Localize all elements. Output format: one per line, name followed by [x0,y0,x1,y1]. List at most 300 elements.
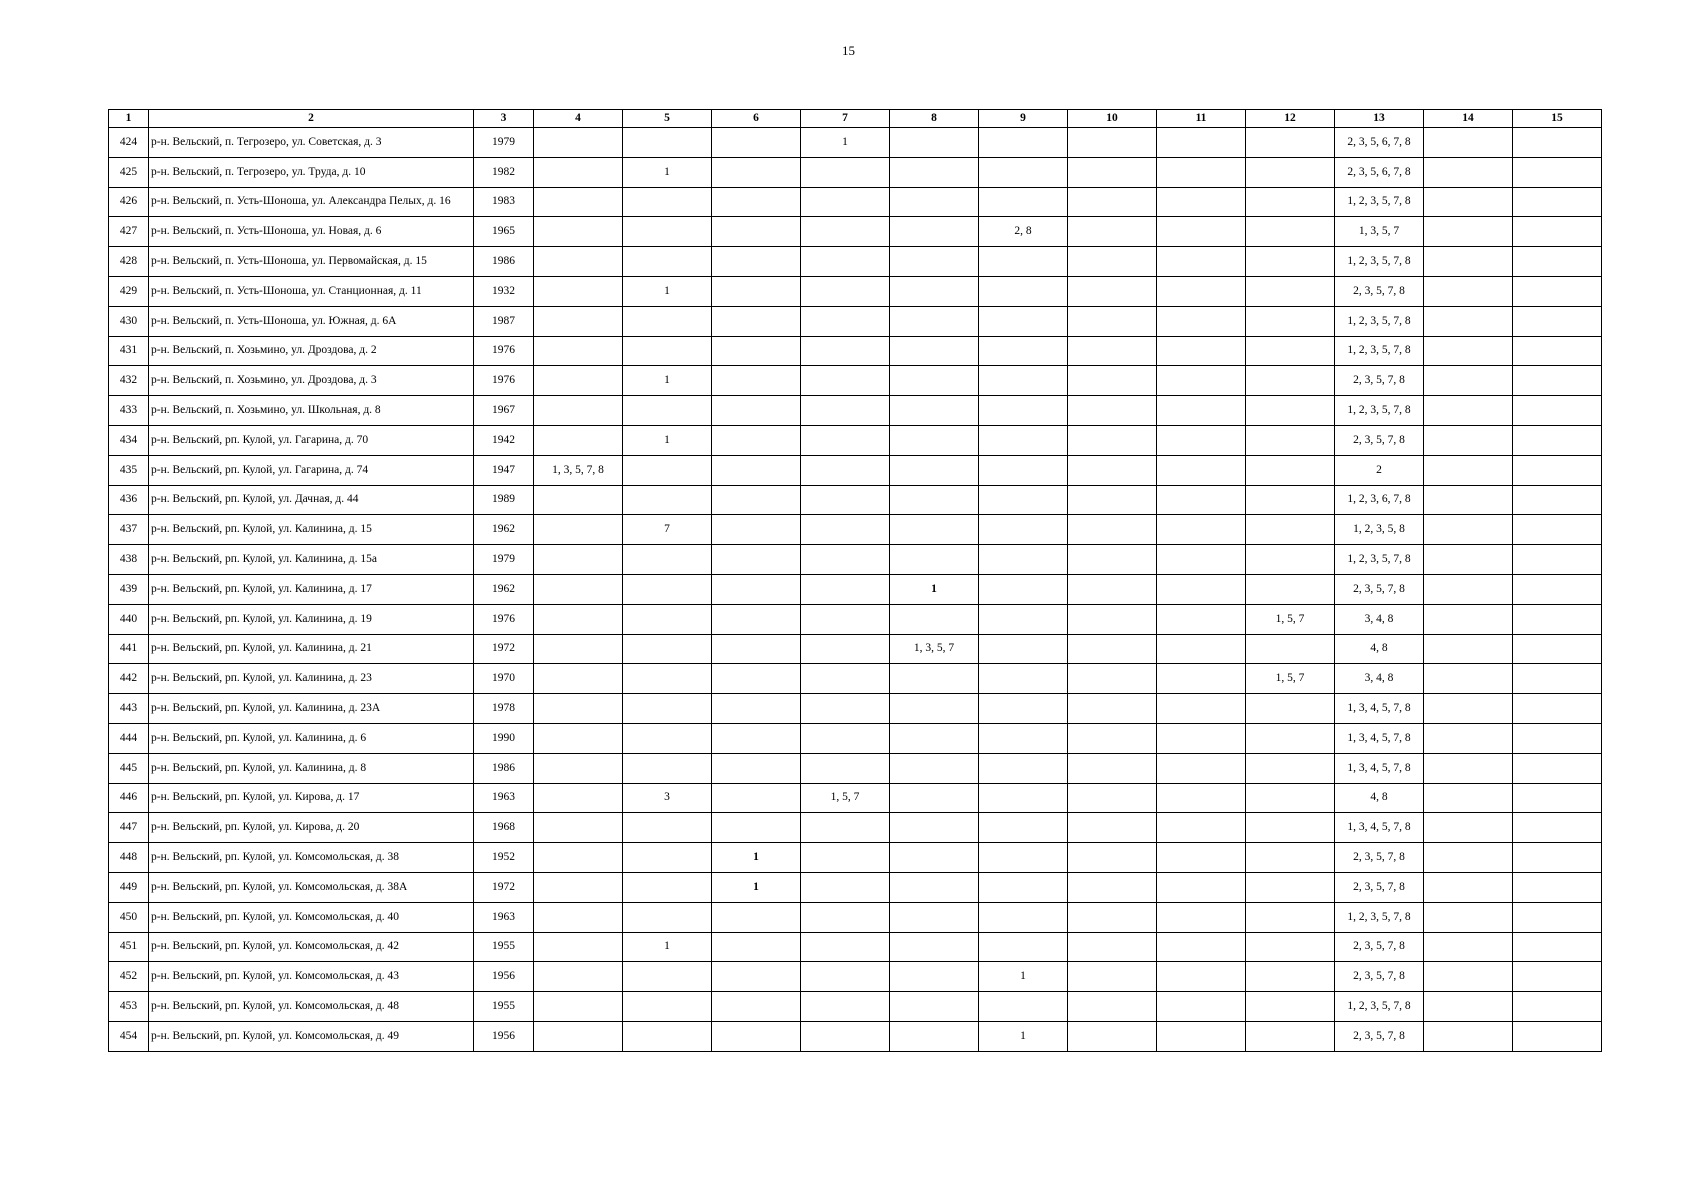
cell-c6 [712,336,801,366]
cell-c6 [712,753,801,783]
cell-c15 [1513,664,1602,694]
cell-n: 432 [109,366,149,396]
table-row [109,723,1602,753]
cell-c9 [979,276,1068,306]
cell-c6 [712,694,801,724]
cell-n: 428 [109,247,149,277]
cell-c13: 2, 3, 5, 7, 8 [1335,425,1424,455]
cell-c5 [623,128,712,158]
cell-c12 [1246,753,1335,783]
cell-year: 1983 [474,187,534,217]
cell-c5 [623,872,712,902]
cell-address: р-н. Вельский, рп. Кулой, ул. Калинина, д. 21 [149,634,474,664]
cell-c6 [712,128,801,158]
cell-c9 [979,396,1068,426]
cell-c6: 1 [712,843,801,873]
cell-c11 [1157,276,1246,306]
table-row [109,128,1602,158]
cell-c6 [712,366,801,396]
table-row [109,485,1602,515]
cell-c4 [534,783,623,813]
cell-c9 [979,574,1068,604]
cell-c14 [1424,932,1513,962]
cell-address: р-н. Вельский, рп. Кулой, ул. Калинина, д. 8 [149,753,474,783]
cell-c15 [1513,425,1602,455]
cell-c9 [979,634,1068,664]
cell-c6 [712,783,801,813]
cell-address: р-н. Вельский, п. Усть-Шоноша, ул. Александра Пелых, д. 16 [149,187,474,217]
cell-c10 [1068,187,1157,217]
cell-c11 [1157,366,1246,396]
cell-c14 [1424,753,1513,783]
cell-c14 [1424,574,1513,604]
cell-c14 [1424,306,1513,336]
cell-c5 [623,187,712,217]
cell-c8 [890,902,979,932]
cell-c15 [1513,694,1602,724]
cell-c5 [623,336,712,366]
cell-c15 [1513,962,1602,992]
cell-c7 [801,515,890,545]
cell-c8 [890,723,979,753]
cell-c15 [1513,366,1602,396]
cell-c6 [712,425,801,455]
cell-n: 452 [109,962,149,992]
cell-c4: 1, 3, 5, 7, 8 [534,455,623,485]
cell-year: 1952 [474,843,534,873]
cell-n: 429 [109,276,149,306]
cell-year: 1976 [474,336,534,366]
cell-c7 [801,336,890,366]
cell-c8 [890,425,979,455]
cell-c8 [890,694,979,724]
cell-c5 [623,723,712,753]
cell-c7: 1 [801,128,890,158]
cell-address: р-н. Вельский, п. Усть-Шоноша, ул. Южная, д. 6А [149,306,474,336]
cell-c13: 1, 2, 3, 6, 7, 8 [1335,485,1424,515]
cell-n: 424 [109,128,149,158]
cell-c12: 1, 5, 7 [1246,664,1335,694]
cell-n: 442 [109,664,149,694]
cell-c8 [890,962,979,992]
cell-n: 446 [109,783,149,813]
table-row [109,962,1602,992]
cell-c6 [712,932,801,962]
cell-c11 [1157,694,1246,724]
cell-c13: 4, 8 [1335,634,1424,664]
cell-c6 [712,306,801,336]
cell-c6 [712,664,801,694]
cell-c8 [890,604,979,634]
cell-c8 [890,515,979,545]
column-header-7: 7 [801,110,890,128]
cell-c11 [1157,843,1246,873]
cell-c12 [1246,574,1335,604]
cell-c7 [801,455,890,485]
cell-c15 [1513,128,1602,158]
cell-c13: 1, 3, 4, 5, 7, 8 [1335,694,1424,724]
cell-c15 [1513,336,1602,366]
cell-c14 [1424,485,1513,515]
cell-c12 [1246,217,1335,247]
cell-c15 [1513,276,1602,306]
cell-c11 [1157,783,1246,813]
cell-year: 1976 [474,604,534,634]
cell-c13: 1, 2, 3, 5, 7, 8 [1335,187,1424,217]
cell-c4 [534,962,623,992]
table-row [109,276,1602,306]
cell-c6 [712,634,801,664]
cell-c8 [890,872,979,902]
cell-c12 [1246,485,1335,515]
cell-c10 [1068,217,1157,247]
cell-c13: 1, 2, 3, 5, 7, 8 [1335,336,1424,366]
cell-n: 441 [109,634,149,664]
cell-year: 1970 [474,664,534,694]
cell-address: р-н. Вельский, рп. Кулой, ул. Кирова, д. 17 [149,783,474,813]
cell-address: р-н. Вельский, рп. Кулой, ул. Калинина, д. 17 [149,574,474,604]
cell-c8 [890,992,979,1022]
cell-c7 [801,694,890,724]
table-row [109,902,1602,932]
cell-c12 [1246,783,1335,813]
cell-c4 [534,1021,623,1051]
cell-c12 [1246,962,1335,992]
table-row [109,872,1602,902]
cell-c5 [623,247,712,277]
cell-c6 [712,396,801,426]
cell-c15 [1513,217,1602,247]
cell-c5 [623,455,712,485]
cell-c9 [979,336,1068,366]
cell-c6 [712,515,801,545]
table-row [109,336,1602,366]
cell-address: р-н. Вельский, рп. Кулой, ул. Комсомольская, д. 43 [149,962,474,992]
cell-c6 [712,187,801,217]
cell-c15 [1513,157,1602,187]
table-row [109,455,1602,485]
cell-c15 [1513,872,1602,902]
cell-c15 [1513,247,1602,277]
cell-c14 [1424,664,1513,694]
table-row [109,604,1602,634]
cell-n: 449 [109,872,149,902]
cell-address: р-н. Вельский, п. Усть-Шоноша, ул. Новая, д. 6 [149,217,474,247]
cell-year: 1967 [474,396,534,426]
cell-c4 [534,485,623,515]
table-row [109,306,1602,336]
cell-c6 [712,723,801,753]
cell-n: 445 [109,753,149,783]
cell-c15 [1513,187,1602,217]
cell-c5 [623,992,712,1022]
column-header-14: 14 [1424,110,1513,128]
cell-c10 [1068,813,1157,843]
cell-c5 [623,962,712,992]
cell-c10 [1068,366,1157,396]
cell-address: р-н. Вельский, п. Тегрозеро, ул. Советская, д. 3 [149,128,474,158]
cell-c15 [1513,574,1602,604]
cell-c10 [1068,843,1157,873]
cell-c5 [623,217,712,247]
cell-c6 [712,247,801,277]
cell-c5 [623,574,712,604]
cell-c15 [1513,604,1602,634]
cell-c15 [1513,455,1602,485]
cell-n: 447 [109,813,149,843]
table-row [109,366,1602,396]
cell-n: 430 [109,306,149,336]
cell-c10 [1068,574,1157,604]
cell-c7 [801,187,890,217]
cell-c10 [1068,634,1157,664]
table-body [109,128,1602,1052]
cell-year: 1955 [474,932,534,962]
cell-c5 [623,634,712,664]
cell-c10 [1068,396,1157,426]
cell-c14 [1424,723,1513,753]
cell-c13: 1, 2, 3, 5, 7, 8 [1335,992,1424,1022]
cell-address: р-н. Вельский, рп. Кулой, ул. Комсомольская, д. 38А [149,872,474,902]
cell-c15 [1513,485,1602,515]
cell-c9 [979,604,1068,634]
cell-c7 [801,1021,890,1051]
cell-c4 [534,545,623,575]
cell-n: 448 [109,843,149,873]
cell-c13: 4, 8 [1335,783,1424,813]
page-number: 15 [842,43,855,58]
cell-c15 [1513,843,1602,873]
cell-c11 [1157,217,1246,247]
table-header-row [109,110,1602,128]
cell-c7 [801,753,890,783]
cell-c10 [1068,604,1157,634]
cell-c9 [979,813,1068,843]
table-row [109,753,1602,783]
table-row [109,247,1602,277]
column-header-12: 12 [1246,110,1335,128]
cell-year: 1956 [474,962,534,992]
cell-c14 [1424,247,1513,277]
cell-c11 [1157,1021,1246,1051]
cell-c4 [534,306,623,336]
cell-n: 435 [109,455,149,485]
cell-year: 1962 [474,515,534,545]
cell-c12 [1246,872,1335,902]
cell-c8 [890,753,979,783]
cell-address: р-н. Вельский, рп. Кулой, ул. Комсомольская, д. 49 [149,1021,474,1051]
cell-c8 [890,157,979,187]
cell-c13: 1, 3, 4, 5, 7, 8 [1335,813,1424,843]
cell-c5 [623,396,712,426]
cell-c11 [1157,634,1246,664]
column-header-1: 1 [109,110,149,128]
cell-c4 [534,128,623,158]
table-row [109,217,1602,247]
cell-c8 [890,813,979,843]
cell-address: р-н. Вельский, п. Хозьмино, ул. Дроздова, д. 2 [149,336,474,366]
cell-c9 [979,783,1068,813]
cell-c14 [1424,336,1513,366]
cell-c10 [1068,932,1157,962]
cell-c8 [890,128,979,158]
cell-c5 [623,902,712,932]
column-header-9: 9 [979,110,1068,128]
cell-c7 [801,276,890,306]
cell-c5 [623,664,712,694]
cell-c7 [801,545,890,575]
cell-c8 [890,336,979,366]
cell-year: 1932 [474,276,534,306]
cell-year: 1987 [474,306,534,336]
cell-address: р-н. Вельский, рп. Кулой, ул. Калинина, д. 23 [149,664,474,694]
cell-c13: 2, 3, 5, 7, 8 [1335,962,1424,992]
cell-c6 [712,604,801,634]
table-row [109,694,1602,724]
column-header-15: 15 [1513,110,1602,128]
cell-year: 1942 [474,425,534,455]
cell-c7 [801,306,890,336]
cell-n: 444 [109,723,149,753]
cell-c12 [1246,336,1335,366]
cell-c11 [1157,813,1246,843]
table-row [109,992,1602,1022]
cell-year: 1976 [474,366,534,396]
cell-c7 [801,574,890,604]
cell-c8 [890,366,979,396]
cell-c14 [1424,128,1513,158]
cell-c12 [1246,276,1335,306]
cell-c15 [1513,902,1602,932]
cell-c7 [801,813,890,843]
cell-year: 1986 [474,753,534,783]
cell-address: р-н. Вельский, рп. Кулой, ул. Калинина, д. 19 [149,604,474,634]
table-row [109,634,1602,664]
cell-c10 [1068,276,1157,306]
cell-c11 [1157,157,1246,187]
cell-c12 [1246,723,1335,753]
cell-c9 [979,723,1068,753]
table-row [109,813,1602,843]
cell-c12 [1246,247,1335,277]
cell-address: р-н. Вельский, рп. Кулой, ул. Комсомольская, д. 48 [149,992,474,1022]
cell-c5 [623,753,712,783]
cell-year: 1982 [474,157,534,187]
cell-c14 [1424,455,1513,485]
cell-c13: 1, 3, 4, 5, 7, 8 [1335,723,1424,753]
cell-c4 [534,604,623,634]
cell-address: р-н. Вельский, п. Хозьмино, ул. Дроздова, д. 3 [149,366,474,396]
cell-c12 [1246,843,1335,873]
cell-c12 [1246,902,1335,932]
cell-c13: 1, 2, 3, 5, 7, 8 [1335,247,1424,277]
cell-c13: 2, 3, 5, 7, 8 [1335,932,1424,962]
cell-n: 443 [109,694,149,724]
cell-c14 [1424,1021,1513,1051]
cell-c11 [1157,664,1246,694]
cell-c14 [1424,604,1513,634]
column-header-6: 6 [712,110,801,128]
cell-c15 [1513,932,1602,962]
cell-c9 [979,753,1068,783]
cell-c12 [1246,306,1335,336]
cell-c14 [1424,843,1513,873]
cell-n: 439 [109,574,149,604]
cell-c9 [979,843,1068,873]
cell-c6 [712,1021,801,1051]
cell-c5: 1 [623,366,712,396]
cell-c6: 1 [712,872,801,902]
cell-c11 [1157,604,1246,634]
cell-c8 [890,843,979,873]
cell-year: 1956 [474,1021,534,1051]
cell-c13: 2, 3, 5, 7, 8 [1335,276,1424,306]
cell-c11 [1157,962,1246,992]
cell-year: 1978 [474,694,534,724]
cell-n: 437 [109,515,149,545]
cell-c6 [712,813,801,843]
cell-c9 [979,425,1068,455]
cell-c14 [1424,634,1513,664]
cell-c4 [534,336,623,366]
cell-c13: 1, 2, 3, 5, 7, 8 [1335,545,1424,575]
cell-c6 [712,157,801,187]
cell-c12 [1246,813,1335,843]
cell-c9 [979,366,1068,396]
cell-c10 [1068,783,1157,813]
cell-n: 426 [109,187,149,217]
column-header-8: 8 [890,110,979,128]
cell-c5: 1 [623,276,712,306]
cell-c5 [623,1021,712,1051]
cell-year: 1962 [474,574,534,604]
cell-year: 1955 [474,992,534,1022]
cell-c13: 1, 3, 5, 7 [1335,217,1424,247]
cell-c10 [1068,962,1157,992]
table-row [109,843,1602,873]
cell-c4 [534,664,623,694]
cell-c14 [1424,962,1513,992]
cell-c6 [712,485,801,515]
cell-c9 [979,157,1068,187]
cell-c9 [979,128,1068,158]
cell-c13: 2, 3, 5, 7, 8 [1335,1021,1424,1051]
column-header-11: 11 [1157,110,1246,128]
cell-c15 [1513,753,1602,783]
table-row [109,157,1602,187]
cell-c11 [1157,336,1246,366]
cell-c10 [1068,545,1157,575]
cell-c15 [1513,1021,1602,1051]
cell-c7 [801,157,890,187]
cell-c6 [712,217,801,247]
cell-c6 [712,276,801,306]
cell-c12 [1246,425,1335,455]
table-row [109,187,1602,217]
cell-c13: 1, 2, 3, 5, 8 [1335,515,1424,545]
cell-c11 [1157,872,1246,902]
cell-c10 [1068,992,1157,1022]
cell-c12: 1, 5, 7 [1246,604,1335,634]
cell-n: 433 [109,396,149,426]
cell-year: 1990 [474,723,534,753]
cell-c4 [534,634,623,664]
cell-year: 1947 [474,455,534,485]
cell-c14 [1424,694,1513,724]
cell-c15 [1513,813,1602,843]
cell-c9 [979,664,1068,694]
cell-c14 [1424,187,1513,217]
